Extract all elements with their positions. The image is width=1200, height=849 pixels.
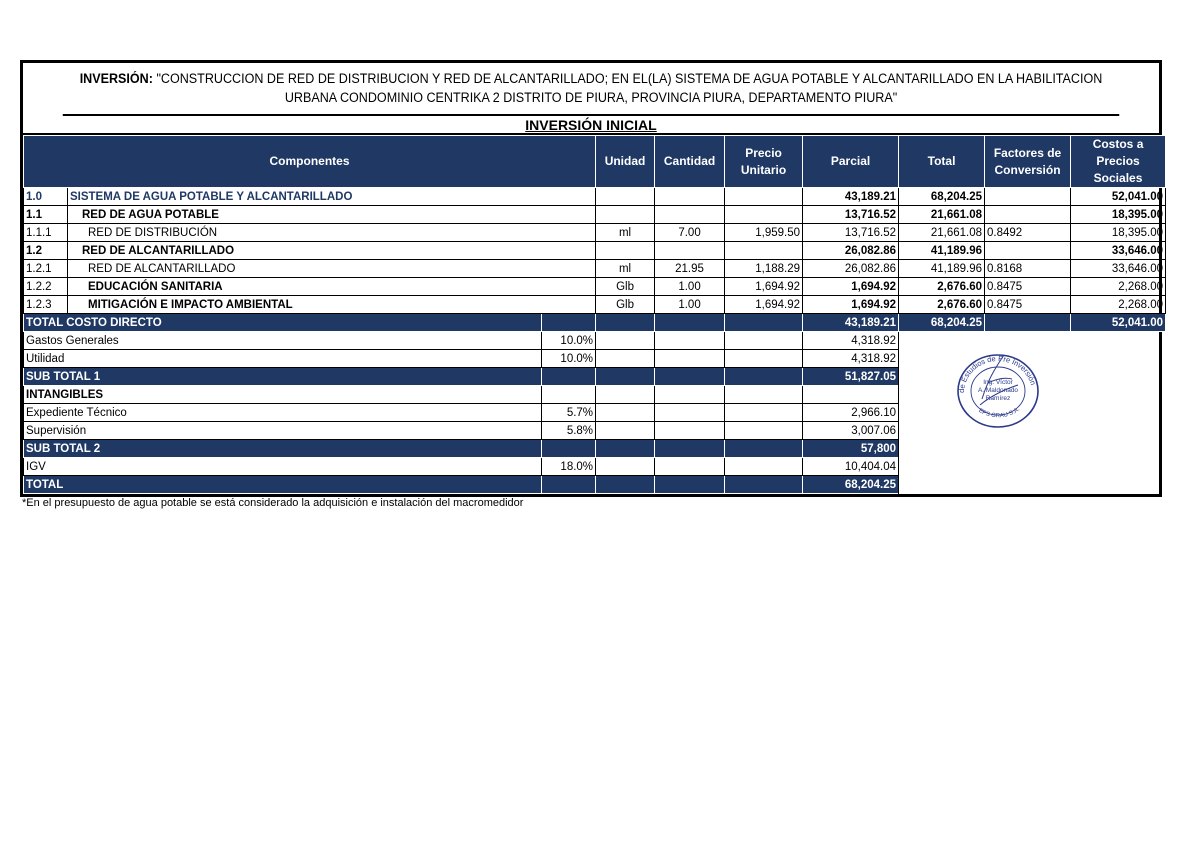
row-precio bbox=[725, 206, 803, 224]
row-total: 2,676.60 bbox=[899, 296, 985, 314]
table-row bbox=[24, 188, 1166, 206]
row-unidad bbox=[596, 188, 655, 206]
table-row bbox=[24, 260, 1166, 278]
row-factor: 0.8492 bbox=[985, 224, 1071, 242]
table-row bbox=[24, 296, 1166, 314]
header-row bbox=[24, 136, 1166, 188]
row-label: Supervisión bbox=[24, 422, 542, 440]
row-costo: 2,268.00 bbox=[1071, 278, 1166, 296]
row-parcial: 1,694.92 bbox=[803, 296, 899, 314]
row-total: 68,204.25 bbox=[899, 314, 985, 332]
row-label: SUB TOTAL 1 bbox=[24, 368, 542, 386]
row-cantidad bbox=[655, 206, 725, 224]
row-desc: RED DE DISTRIBUCIÓN bbox=[68, 224, 596, 242]
header-parcial: Parcial bbox=[803, 136, 899, 188]
row-factor bbox=[985, 206, 1071, 224]
row-parcial: 13,716.52 bbox=[803, 224, 899, 242]
row-cantidad: 21.95 bbox=[655, 260, 725, 278]
row-total: 2,676.60 bbox=[899, 278, 985, 296]
row-unidad: Glb bbox=[596, 296, 655, 314]
row-factor: 0.8168 bbox=[985, 260, 1071, 278]
row-unidad bbox=[596, 206, 655, 224]
seal-name-line3: Ramírez bbox=[985, 395, 1011, 402]
row-parcial: 13,716.52 bbox=[803, 206, 899, 224]
row-precio: 1,188.29 bbox=[725, 260, 803, 278]
table-row bbox=[24, 206, 1166, 224]
row-label: TOTAL bbox=[24, 476, 542, 494]
row-pct: 5.8% bbox=[542, 422, 596, 440]
row-costo: 33,646.00 bbox=[1071, 260, 1166, 278]
row-label: IGV bbox=[24, 458, 542, 476]
table-row bbox=[24, 224, 1166, 242]
seal-bottom-text: EPS GRAU S.A. bbox=[977, 406, 1022, 420]
row-parcial: 4,318.92 bbox=[803, 350, 899, 368]
row-precio: 1,694.92 bbox=[725, 296, 803, 314]
row-cantidad bbox=[655, 188, 725, 206]
row-label: Gastos Generales bbox=[24, 332, 542, 350]
row-parcial: 4,318.92 bbox=[803, 332, 899, 350]
row-code: 1.2.3 bbox=[24, 296, 68, 314]
row-unidad: ml bbox=[596, 260, 655, 278]
row-costo: 18,395.00 bbox=[1071, 224, 1166, 242]
header-componentes: Componentes bbox=[24, 136, 596, 188]
row-parcial: 51,827.05 bbox=[803, 368, 899, 386]
total-costo-directo-row bbox=[24, 314, 1166, 332]
row-parcial: 57,800 bbox=[803, 440, 899, 458]
budget-table bbox=[23, 135, 1166, 494]
row-precio bbox=[725, 242, 803, 260]
row-total: 41,189.96 bbox=[899, 242, 985, 260]
official-seal-stamp bbox=[952, 349, 1044, 429]
row-total: 21,661.08 bbox=[899, 224, 985, 242]
section-title bbox=[23, 116, 1159, 135]
footnote: *En el presupuesto de agua potable se está considerado la adquisición e instalación del macromedidor bbox=[22, 497, 524, 509]
row-code: 1.0 bbox=[24, 188, 68, 206]
investment-sheet bbox=[20, 60, 1162, 497]
gastos-generales-row bbox=[24, 332, 1166, 350]
row-code: 1.2.2 bbox=[24, 278, 68, 296]
row-unidad bbox=[596, 242, 655, 260]
row-unidad: Glb bbox=[596, 278, 655, 296]
row-cantidad: 1.00 bbox=[655, 296, 725, 314]
row-desc: MITIGACIÓN E IMPACTO AMBIENTAL bbox=[68, 296, 596, 314]
row-precio bbox=[725, 188, 803, 206]
row-parcial: 10,404.04 bbox=[803, 458, 899, 476]
row-pct: 10.0% bbox=[542, 332, 596, 350]
row-label: Utilidad bbox=[24, 350, 542, 368]
row-costo: 33,646.00 bbox=[1071, 242, 1166, 260]
row-parcial: 1,694.92 bbox=[803, 278, 899, 296]
row-desc: RED DE ALCANTARILLADO bbox=[68, 260, 596, 278]
row-label: SUB TOTAL 2 bbox=[24, 440, 542, 458]
row-code: 1.2.1 bbox=[24, 260, 68, 278]
seal-name-line1: Ing. Víctor bbox=[983, 379, 1013, 386]
row-costo: 18,395.00 bbox=[1071, 206, 1166, 224]
row-cantidad: 7.00 bbox=[655, 224, 725, 242]
header-factores: Factores de Conversión bbox=[985, 136, 1071, 188]
row-precio: 1,959.50 bbox=[725, 224, 803, 242]
row-label: Expediente Técnico bbox=[24, 404, 542, 422]
header-costos: Costos a Precios Sociales bbox=[1071, 136, 1166, 188]
seal-name-line2: A. Maldonado bbox=[977, 387, 1019, 394]
row-precio: 1,694.92 bbox=[725, 278, 803, 296]
header-precio-unitario: Precio Unitario bbox=[725, 136, 803, 188]
row-desc: SISTEMA DE AGUA POTABLE Y ALCANTARILLADO bbox=[68, 188, 596, 206]
row-pct: 10.0% bbox=[542, 350, 596, 368]
row-desc: RED DE ALCANTARILLADO bbox=[68, 242, 596, 260]
row-total: 21,661.08 bbox=[899, 206, 985, 224]
row-parcial: 3,007.06 bbox=[803, 422, 899, 440]
svg-text:EPS GRAU S.A. bbox=[977, 406, 1021, 419]
row-parcial: 26,082.86 bbox=[803, 260, 899, 278]
row-parcial: 68,204.25 bbox=[803, 476, 899, 494]
row-code: 1.2 bbox=[24, 242, 68, 260]
row-factor bbox=[985, 242, 1071, 260]
section-title-text: INVERSIÓN INICIAL bbox=[525, 117, 657, 133]
document-title bbox=[63, 63, 1119, 116]
title-text: "CONSTRUCCION DE RED DE DISTRIBUCION Y RED DE ALCANTARILLADO; EN EL(LA) SISTEMA DE AGUA POTABLE Y ALCANTARILLADO EN LA HABILITACION URBANA CONDOMINIO CENTRIKA 2 DISTRITO DE PIURA, PROVINCIA PIURA, DEPARTAMENTO PIURA" bbox=[156, 71, 1103, 105]
row-code: 1.1 bbox=[24, 206, 68, 224]
header-total: Total bbox=[899, 136, 985, 188]
row-unidad: ml bbox=[596, 224, 655, 242]
row-costo: 52,041.00 bbox=[1071, 188, 1166, 206]
table-row bbox=[24, 242, 1166, 260]
row-parcial: 2,966.10 bbox=[803, 404, 899, 422]
row-label: TOTAL COSTO DIRECTO bbox=[24, 314, 542, 332]
row-total: 41,189.96 bbox=[899, 260, 985, 278]
table-row bbox=[24, 278, 1166, 296]
row-desc: EDUCACIÓN SANITARIA bbox=[68, 278, 596, 296]
header-cantidad: Cantidad bbox=[655, 136, 725, 188]
row-total: 68,204.25 bbox=[899, 188, 985, 206]
row-pct: 5.7% bbox=[542, 404, 596, 422]
row-factor: 0.8475 bbox=[985, 296, 1071, 314]
header-unidad: Unidad bbox=[596, 136, 655, 188]
row-desc: RED DE AGUA POTABLE bbox=[68, 206, 596, 224]
row-parcial: 43,189.21 bbox=[803, 188, 899, 206]
row-label: INTANGIBLES bbox=[24, 386, 542, 404]
row-parcial: 43,189.21 bbox=[803, 314, 899, 332]
row-parcial: 26,082.86 bbox=[803, 242, 899, 260]
row-factor: 0.8475 bbox=[985, 278, 1071, 296]
row-costo: 52,041.00 bbox=[1071, 314, 1166, 332]
row-costo: 2,268.00 bbox=[1071, 296, 1166, 314]
row-cantidad bbox=[655, 242, 725, 260]
seal-ring-text: de Estudios de Pre Inversión bbox=[956, 353, 1038, 394]
row-factor bbox=[985, 188, 1071, 206]
row-pct: 18.0% bbox=[542, 458, 596, 476]
title-label: INVERSIÓN: bbox=[79, 71, 153, 86]
row-code: 1.1.1 bbox=[24, 224, 68, 242]
row-cantidad: 1.00 bbox=[655, 278, 725, 296]
